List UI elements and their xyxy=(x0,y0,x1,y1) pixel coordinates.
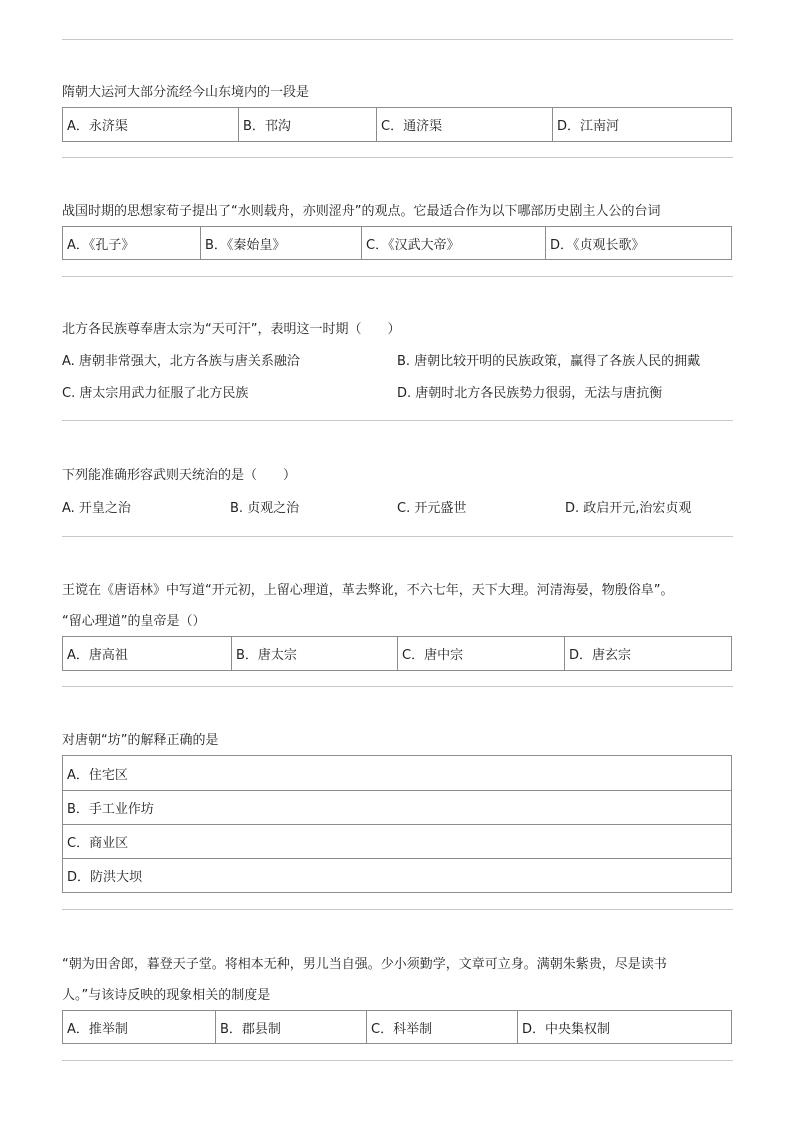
option-b[interactable]: B．唐太宗 xyxy=(231,637,397,670)
option-c[interactable]: C．科举制 xyxy=(366,1011,517,1043)
question-7-stem-line-2: 人。”与该诗反映的现象相关的制度是 xyxy=(62,988,271,1003)
question-3-stem: 北方各民族尊奉唐太宗为“天可汗”，表明这一时期（ ） xyxy=(62,322,401,337)
option-d[interactable]: D．唐玄宗 xyxy=(564,637,731,670)
option-a[interactable]: A．推举制 xyxy=(67,1021,128,1037)
option-a[interactable]: A．唐高祖 xyxy=(67,648,128,663)
option-b[interactable]: B．《秦始皇》 xyxy=(200,227,361,259)
question-1-stem: 隋朝大运河大部分流经今山东境内的一段是 xyxy=(62,85,310,100)
divider xyxy=(62,157,733,158)
divider xyxy=(62,420,733,421)
option-c[interactable]: C．通济渠 xyxy=(376,108,552,141)
option-a[interactable]: A．永济渠 xyxy=(67,119,128,134)
question-6-options xyxy=(62,755,732,893)
option-b[interactable]: B．手工业作坊 xyxy=(63,790,731,824)
question-4-stem: 下列能准确形容武则天统治的是（ ） xyxy=(62,468,297,483)
option-c[interactable]: C．《汉武大帝》 xyxy=(361,227,545,259)
option-d[interactable]: D．《贞观长歌》 xyxy=(545,227,731,259)
question-2-options xyxy=(62,226,732,260)
option-a[interactable]: A. 唐朝非常强大，北方各族与唐关系融洽 xyxy=(62,354,300,369)
option-b[interactable]: B．邗沟 xyxy=(238,108,376,141)
option-c[interactable]: C．商业区 xyxy=(63,824,731,858)
option-d[interactable]: D．江南河 xyxy=(552,108,731,141)
option-a[interactable]: A．住宅区 xyxy=(67,767,128,783)
option-d[interactable]: D．防洪大坝 xyxy=(63,858,731,892)
divider xyxy=(62,686,733,687)
divider xyxy=(62,1060,733,1061)
option-a[interactable]: A．《孔子》 xyxy=(67,237,135,253)
question-5-stem-line-1: 王谠在《唐语林》中写道“开元初，上留心理道，革去弊讹，不六七年，天下大理。河清海晏，物殷俗阜”。 xyxy=(62,583,674,598)
question-6-stem: 对唐朝“坊”的解释正确的是 xyxy=(62,733,219,748)
divider xyxy=(62,536,733,537)
divider xyxy=(62,39,733,40)
question-1-options xyxy=(62,107,732,142)
question-7-options xyxy=(62,1010,732,1044)
option-b[interactable]: B．郡县制 xyxy=(215,1011,366,1043)
option-d[interactable]: D. 政启开元,治宏贞观 xyxy=(565,501,692,516)
question-5-stem-line-2: “留心理道”的皇帝是（） xyxy=(62,614,206,629)
question-7-stem-line-1: “朝为田舍郎，暮登天子堂。将相本无种，男儿当自强。少小须勤学，文章可立身。满朝朱紫贵，尽是读书 xyxy=(62,957,667,972)
option-b[interactable]: B. 唐朝比较开明的民族政策，赢得了各族人民的拥戴 xyxy=(397,354,701,369)
question-5-options xyxy=(62,636,732,671)
option-c[interactable]: C．唐中宗 xyxy=(397,637,564,670)
question-2-stem: 战国时期的思想家荀子提出了“水则载舟，亦则涩舟”的观点。它最适合作为以下哪部历史剧主人公的台词 xyxy=(62,204,661,219)
option-b[interactable]: B. 贞观之治 xyxy=(230,501,300,516)
option-a[interactable]: A. 开皇之治 xyxy=(62,501,131,516)
option-d[interactable]: D．中央集权制 xyxy=(517,1011,731,1043)
divider xyxy=(62,909,733,910)
divider xyxy=(62,276,733,277)
option-d[interactable]: D. 唐朝时北方各民族势力很弱，无法与唐抗衡 xyxy=(397,386,663,401)
option-c[interactable]: C. 唐太宗用武力征服了北方民族 xyxy=(62,386,249,401)
option-c[interactable]: C. 开元盛世 xyxy=(397,501,467,516)
